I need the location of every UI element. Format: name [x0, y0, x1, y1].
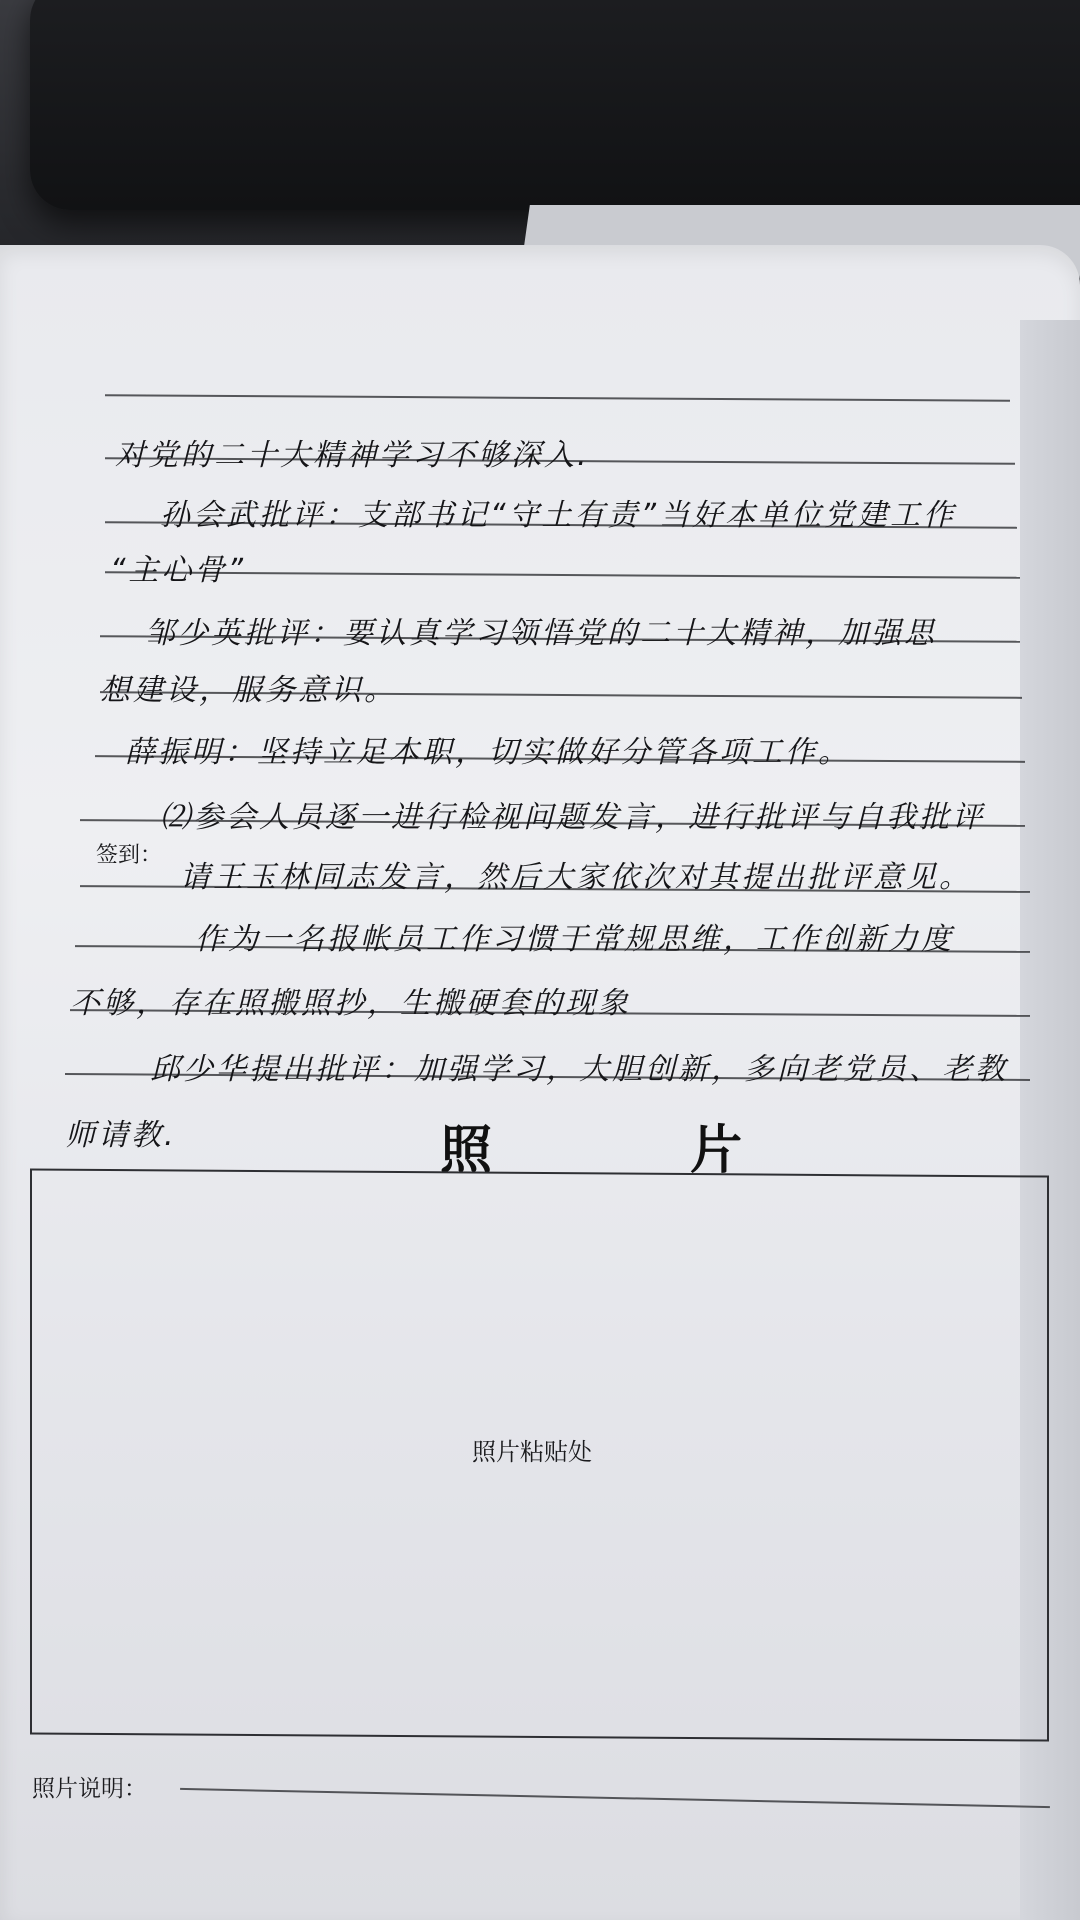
photo-placeholder-label: 照片粘贴处 [472, 1438, 592, 1466]
handwritten-line: 想建设，服务意识。 [100, 673, 397, 708]
signin-label: 签到： [96, 843, 163, 868]
handwritten-line: 薛振明：坚持立足本职，切实做好分管各项工作。 [125, 735, 851, 770]
handwritten-line: “主心骨” [110, 553, 247, 588]
photo-caption-label: 照片说明： [32, 1776, 147, 1802]
handwritten-line: 请王玉林同志发言，然后大家依次对其提出批评意见。 [180, 860, 972, 895]
handwritten-line: 不够，存在照搬照抄，生搬硬套的现象 [70, 986, 631, 1021]
laptop-edge [30, 0, 1080, 210]
handwritten-line: 作为一名报帐员工作习惯于常规思维，工作创新力度 [195, 922, 954, 957]
handwritten-line: 邱少华提出批评：加强学习，大胆创新，多向老党员、老教 [150, 1052, 1008, 1087]
handwritten-line: 邹少英批评：要认真学习领悟党的二十大精神，加强思 [145, 616, 937, 651]
handwritten-line: ⑵参会人员逐一进行检视问题发言，进行批评与自我批评 [160, 800, 985, 835]
handwritten-line: 师请教. [65, 1118, 177, 1153]
photo-section-title: 照 片 [440, 1120, 833, 1181]
handwritten-line: 对党的二十大精神学习不够深入. [115, 438, 590, 473]
handwritten-line: 孙会武批评：支部书记“守土有责”当好本单位党建工作 [160, 498, 957, 533]
